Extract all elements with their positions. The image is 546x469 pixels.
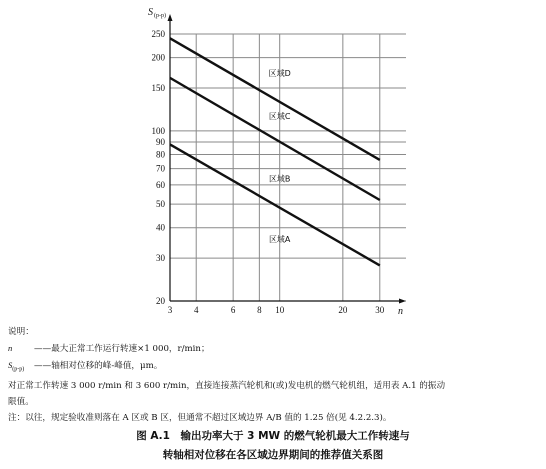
zone-label-3: 区域B	[268, 174, 291, 184]
y-tick-label-70: 70	[156, 163, 165, 174]
note-paragraph-line1: 对正常工作转速 3 000 r/min 和 3 600 r/min，直接连接蒸汽轮机和(或)发电机的燃气轮机组，适用表 A.1 的振动	[8, 380, 446, 391]
y-tick-label-150: 150	[151, 83, 165, 94]
x-tick-label-10: 10	[275, 305, 285, 315]
y-tick-label-30: 30	[156, 253, 165, 264]
y-tick-label-80: 80	[156, 149, 165, 160]
note-remark: 注：以往，规定验收准则落在 A 区或 B 区，但通常不超过区域边界 A/B 值的 1.25 倍(见 4.2.2.3)。	[8, 412, 392, 423]
y-tick-label-90: 90	[156, 137, 165, 148]
zone-boundary-line-3	[170, 144, 380, 265]
x-tick-label-8: 8	[257, 305, 262, 315]
y-tick-label-20: 20	[156, 296, 165, 306]
y-tick-label-250: 250	[151, 29, 165, 39]
y-tick-label-50: 50	[156, 199, 165, 210]
x-axis-arrow	[399, 299, 406, 304]
note-n-definition: n ——最大正常工作运行转速×1 000，r/min；	[8, 343, 210, 354]
notes-heading: 说明：	[8, 327, 34, 337]
zone-label-1: 区域D	[268, 69, 291, 79]
notes-section	[8, 324, 542, 426]
note-s-definition: $S_{(p-p)}$ ——轴相对位移的峰-峰值，μm。	[8, 360, 163, 373]
y-tick-label-40: 40	[156, 222, 165, 233]
zone-label-4: 区域A	[268, 234, 291, 244]
x-tick-label-6: 6	[230, 305, 236, 315]
y-tick-label-60: 60	[156, 179, 165, 190]
x-tick-label-3: 3	[167, 305, 173, 315]
x-tick-label-4: 4	[193, 305, 199, 315]
x-tick-label-30: 30	[375, 305, 385, 315]
figure-caption-line1: 图 A.1 输出功率大于 3 MW 的燃气轮机最大工作转速与	[136, 430, 410, 442]
y-tick-label-100: 100	[151, 125, 165, 136]
x-axis-label: n	[398, 306, 403, 317]
x-tick-label-20: 20	[338, 305, 348, 315]
y-axis-arrow	[168, 14, 173, 21]
figure-caption-line2: 转轴相对位移在各区域边界期间的推荐值关系图	[162, 449, 384, 461]
y-axis-label: $S_{(p-p)}$	[148, 7, 166, 19]
note-paragraph-line2: 限值。	[8, 396, 34, 407]
zone-label-2: 区域C	[268, 111, 291, 121]
y-tick-label-200: 200	[151, 52, 165, 63]
